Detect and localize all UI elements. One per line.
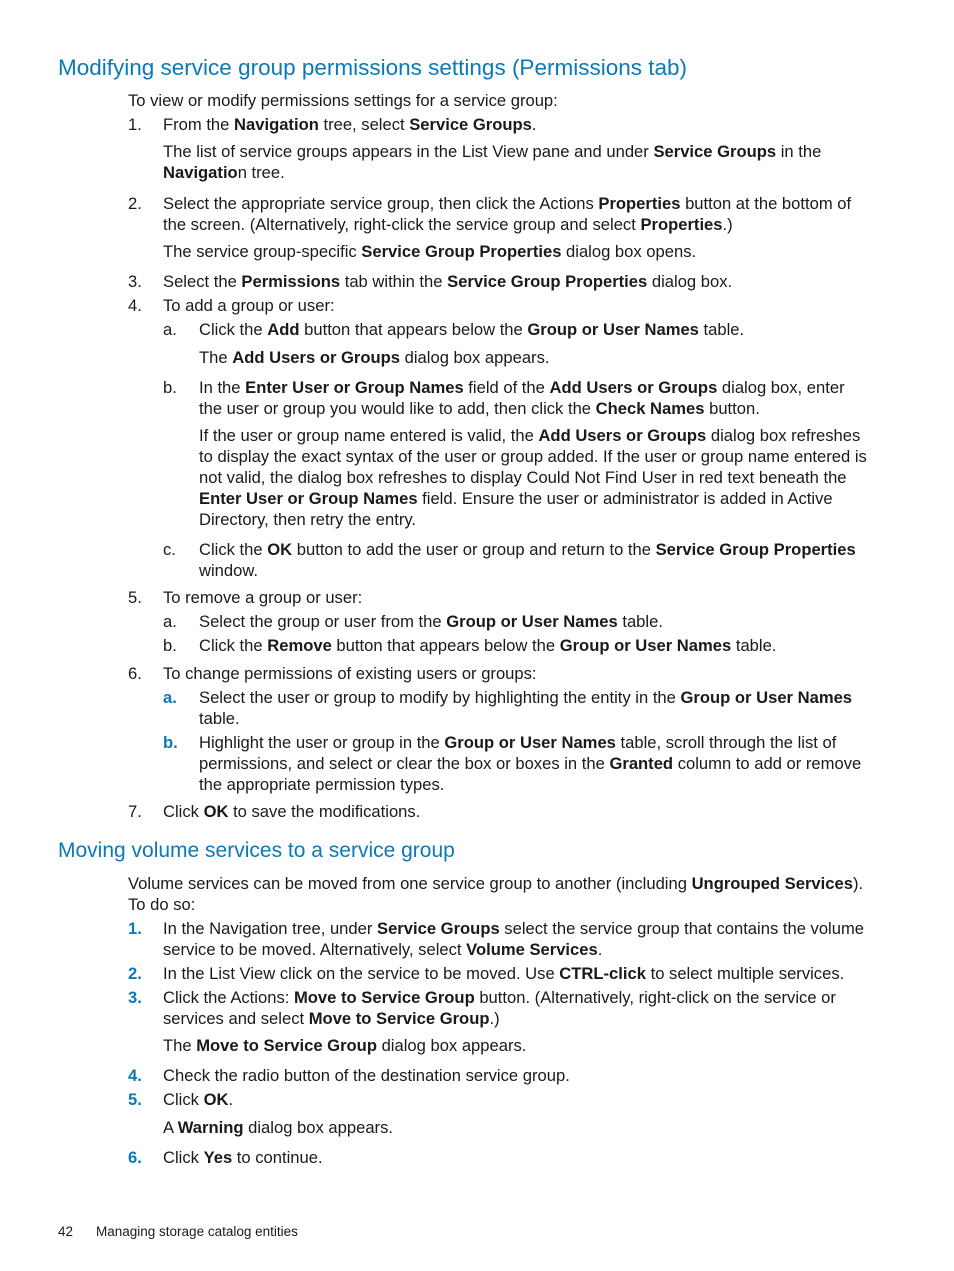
step-number: 4. [128,1066,142,1085]
step-number: 3. [128,988,142,1007]
step-number: 2. [128,194,142,213]
substep-text: Select the user or group to modify by highlighting the entity in the Group or User Names table. [199,688,853,728]
intro-text: To view or modify permissions settings for a service group: [128,91,558,110]
substep-letter: a. [163,688,177,707]
substep-text: Click the OK button to add the user or group and return to the Service Group Properties window. [199,540,856,580]
step-number: 1. [128,919,142,938]
step-text: Select the Permissions tab within the Service Group Properties dialog box. [163,272,733,291]
step-text: To remove a group or user: [163,588,363,607]
step-text: Click OK to save the modifications. [163,802,421,821]
footer-section-name: Managing storage catalog entities [96,1224,298,1239]
step-number: 4. [128,296,142,315]
substep-letter: b. [163,378,177,397]
section-title-moving: Moving volume services to a service group [58,839,455,862]
step-number: 2. [128,964,142,983]
step-text: Click Yes to continue. [163,1148,323,1167]
page-number: 42 [58,1224,74,1239]
section-title-permissions: Modifying service group permissions settings (Permissions tab) [58,55,687,80]
step-text: Click OK. [163,1090,234,1109]
step-note: The Move to Service Group dialog box appears. [163,1036,527,1055]
substep-text: Click the Remove button that appears below the Group or User Names table. [199,636,777,655]
step-text: In the List View click on the service to be moved. Use CTRL-click to select multiple services. [163,964,845,983]
step-number: 6. [128,1148,142,1167]
step-number: 5. [128,1090,142,1109]
step-text: To change permissions of existing users or groups: [163,664,537,683]
substep-text: Select the group or user from the Group or User Names table. [199,612,663,631]
substep-note: The Add Users or Groups dialog box appears. [199,348,550,367]
substep-text: Click the Add button that appears below the Group or User Names table. [199,320,745,339]
step-text: Check the radio button of the destination service group. [163,1066,570,1085]
step-text: Select the appropriate service group, then click the Actions Properties button at the bottom of the screen. (Alternatively, right-click the service group and select Properties.) [163,194,852,234]
step-number: 7. [128,802,142,821]
step-number: 1. [128,115,142,134]
step-note: The service group-specific Service Group Properties dialog box opens. [163,242,697,261]
step-number: 6. [128,664,142,683]
substep-letter: a. [163,612,177,631]
step-note: The list of service groups appears in the List View pane and under Service Groups in the Navigation tree. [163,142,822,182]
substep-text: Highlight the user or group in the Group or User Names table, scroll through the list of permissions, and select or clear the box or boxes in the Granted column to add or remove the appropriate permission types. [199,733,862,794]
step-text: Click the Actions: Move to Service Group button. (Alternatively, right-click on the service or services and select Move to Service Group.) [163,988,836,1028]
step-text: To add a group or user: [163,296,335,315]
step-number: 3. [128,272,142,291]
step-number: 5. [128,588,142,607]
substep-letter: b. [163,733,178,752]
intro-text: Volume services can be moved from one service group to another (including Ungrouped Services). To do so: [128,874,864,914]
substep-letter: b. [163,636,177,655]
step-text: In the Navigation tree, under Service Groups select the service group that contains the volume service to be moved. Alternatively, select Volume Services. [163,919,865,959]
substep-letter: c. [163,540,176,559]
step-text: From the Navigation tree, select Service Groups. [163,115,537,134]
step-note: A Warning dialog box appears. [163,1118,393,1137]
substep-note: If the user or group name entered is valid, the Add Users or Groups dialog box refreshes to display the exact syntax of the user or group added. If the user or group name entered is not valid, the dialog box refreshes to display Could Not Find User in red text beneath the Enter User or Group Names field. Ensure the user or administrator is added in Active Directory, then retry the entry. [199,426,867,529]
substep-letter: a. [163,320,177,339]
substep-text: In the Enter User or Group Names field of the Add Users or Groups dialog box, enter the user or group you would like to add, then click the Check Names button. [199,378,845,418]
